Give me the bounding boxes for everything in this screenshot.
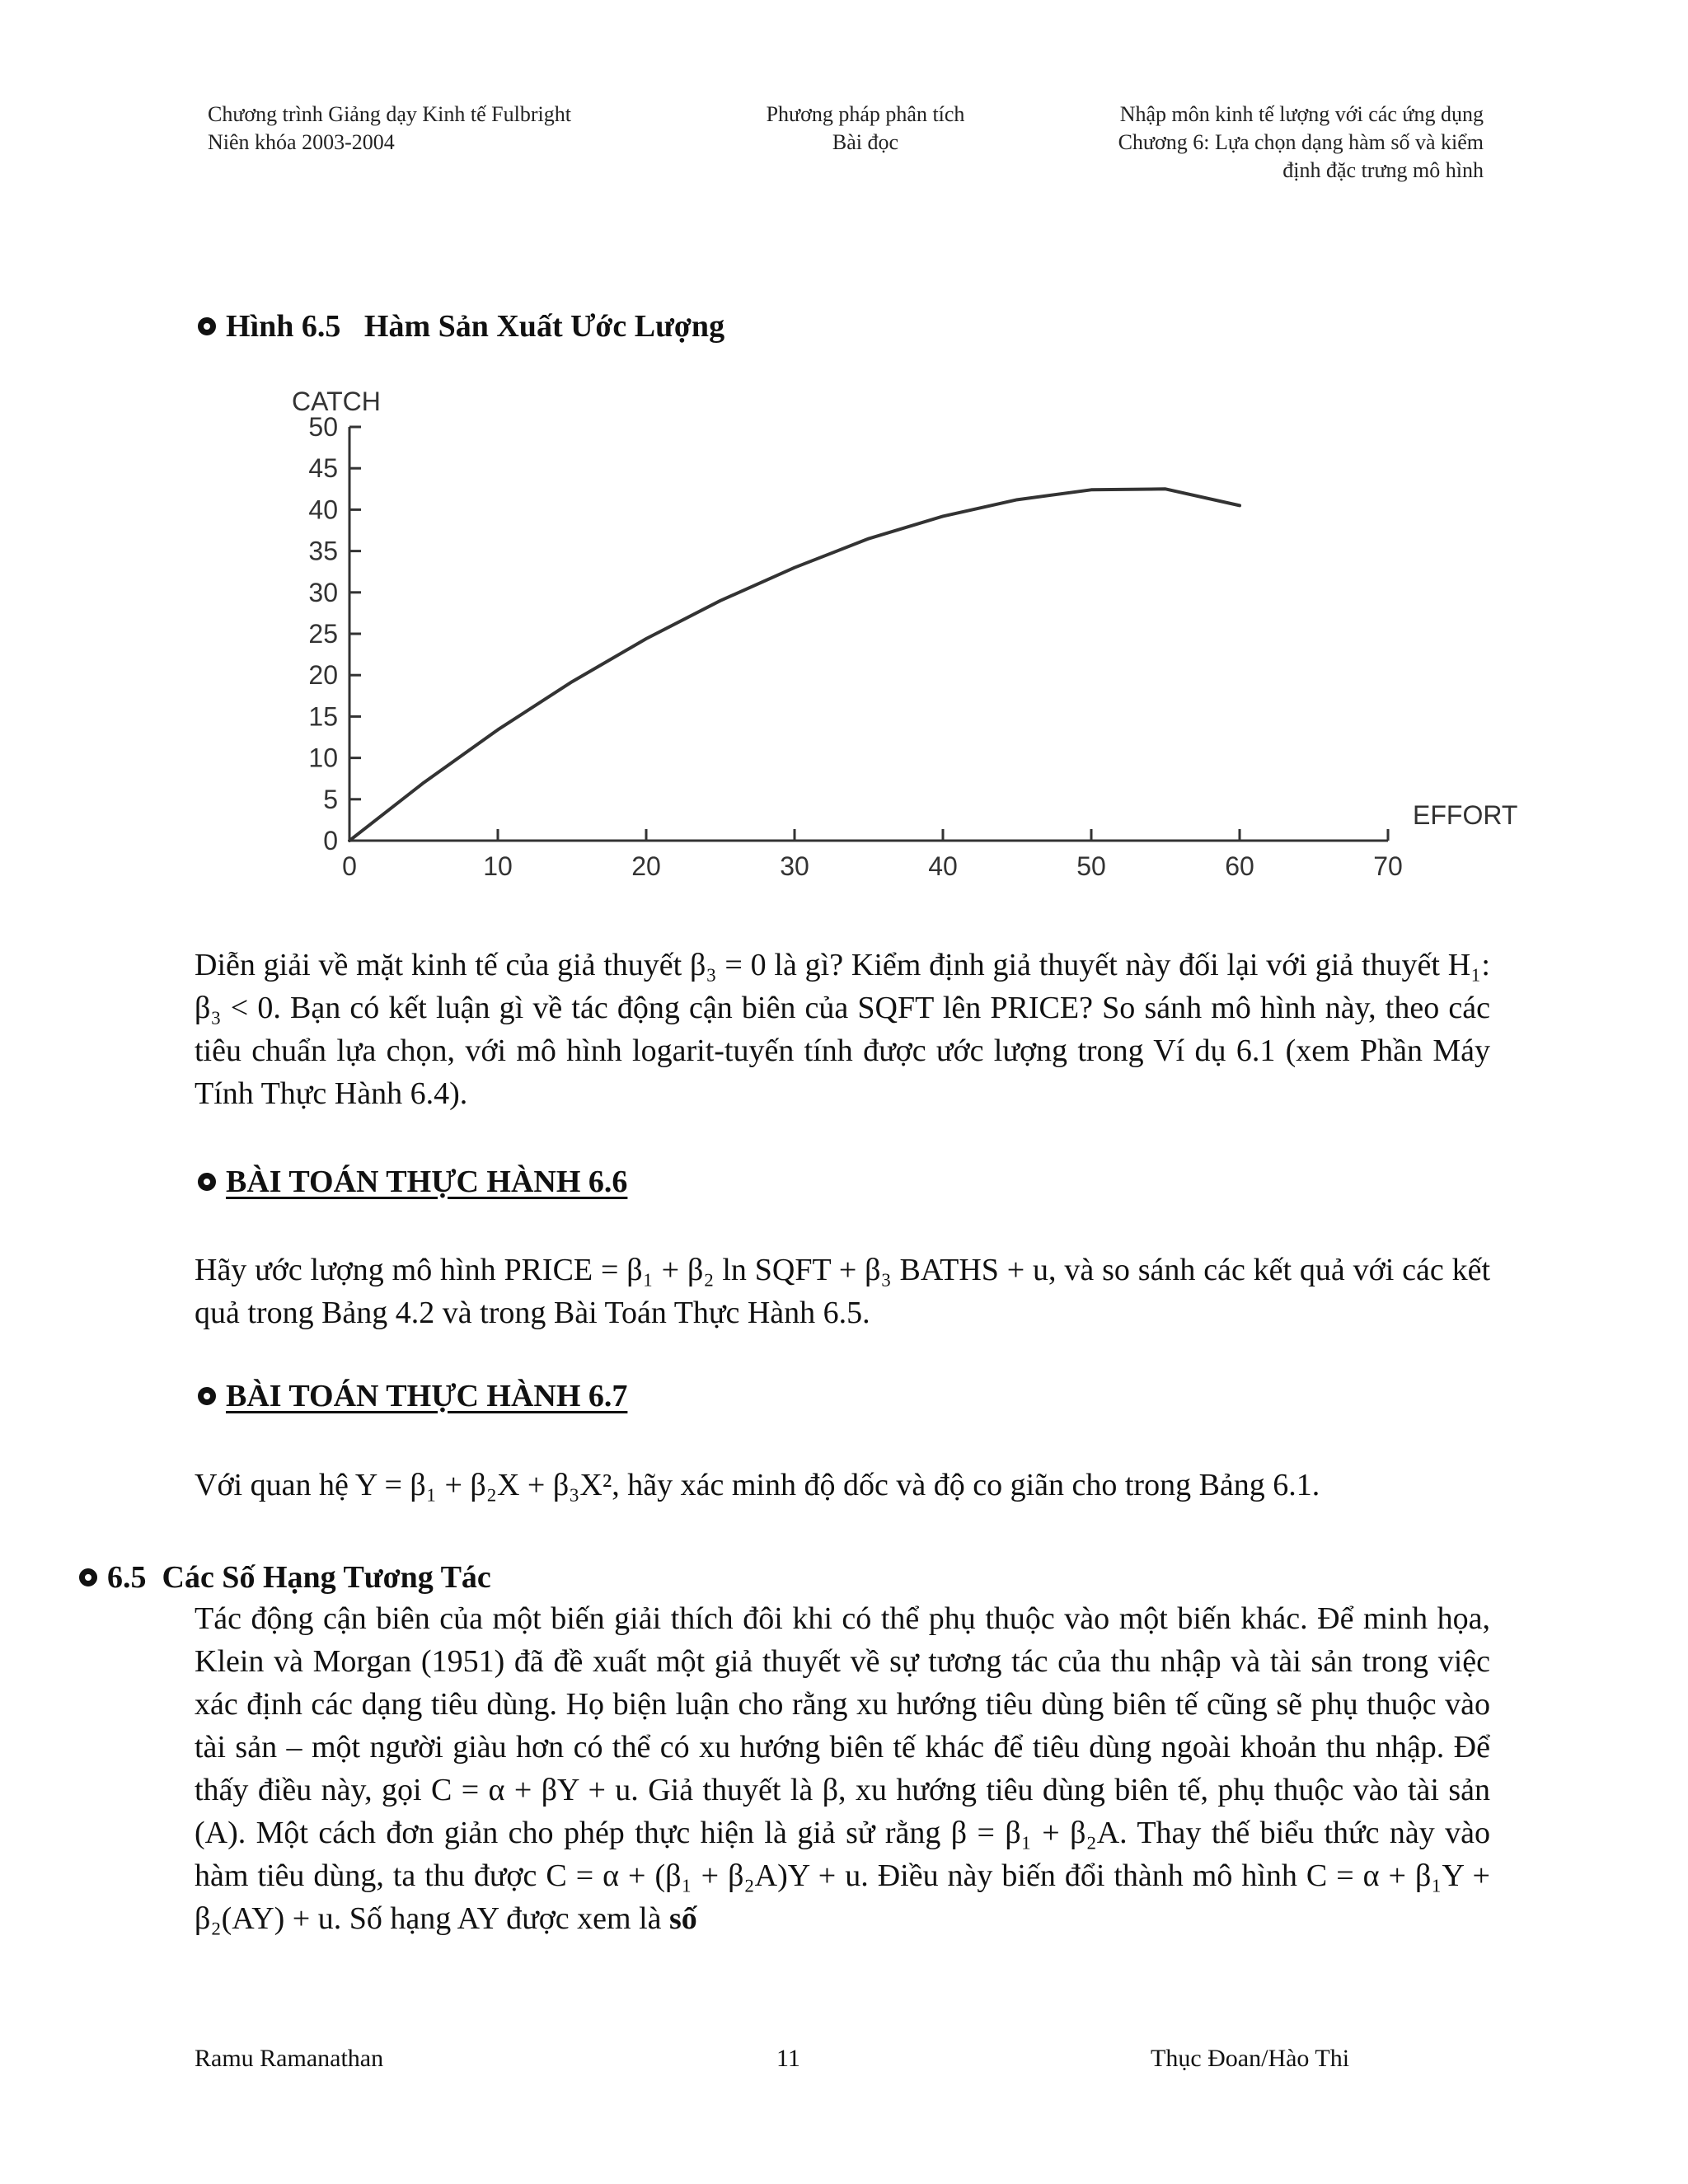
production-curve	[349, 489, 1240, 841]
bullet-icon	[79, 1568, 97, 1586]
x-tick-label: 40	[928, 851, 958, 881]
footer-translators: Thục Đoan/Hào Thi	[1151, 2045, 1350, 2072]
section-6-5-title: 6.5 Các Số Hạng Tương Tác	[107, 1560, 491, 1595]
paragraph-hypothesis-test: Diễn giải về mặt kinh tế của giả thuyết β₃ = 0 là gì? Kiểm định giả thuyết này đối lại với giả thuyết H₁: β₃ < 0. Bạn có kết luận gì về tác động cận biên của SQFT lên PRICE? So sánh mô hình này, theo các tiêu chuẩn lựa chọn, với mô hình logarit-tuyến tính được ước lượng trong Ví dụ 6.1 (xem Phần Máy Tính Thực Hành 6.4).	[195, 948, 1490, 1111]
y-tick-label: 10	[308, 743, 338, 773]
x-axis-label: EFFORT	[1413, 800, 1518, 830]
exercise-6-6-title: BÀI TOÁN THỰC HÀNH 6.6	[226, 1165, 628, 1199]
x-tick-label: 70	[1373, 851, 1403, 881]
header-program: Chương trình Giảng dạy Kinh tế Fulbright	[208, 102, 571, 126]
paragraph-exercise-6-7: Với quan hệ Y = β₁ + β₂X + β₃X², hãy xác minh độ dốc và độ co giãn cho trong Bảng 6.1.	[195, 1468, 1320, 1502]
header-book-title: Nhập môn kinh tế lượng với các ứng dụng	[1119, 102, 1484, 126]
x-tick-label: 50	[1076, 851, 1106, 881]
x-tick-label: 10	[483, 851, 513, 881]
x-tick-label: 30	[780, 851, 809, 881]
y-tick-label: 20	[308, 660, 338, 691]
header-middle	[742, 101, 989, 157]
y-tick-label: 30	[308, 577, 338, 607]
paragraph-interaction-terms	[195, 1597, 1490, 1940]
figure-caption	[198, 307, 724, 346]
footer-page-number: 11	[776, 2045, 800, 2072]
footer-author: Ramu Ramanathan	[195, 2045, 384, 2072]
bullet-icon	[198, 1387, 216, 1405]
figure-caption-text: Hình 6.5 Hàm Sản Xuất Ước Lượng	[226, 309, 725, 344]
exercise-6-7-heading	[198, 1376, 627, 1416]
section-6-5-heading	[79, 1558, 491, 1597]
header-chapter-cont: định đặc trưng mô hình	[1282, 158, 1484, 182]
interaction-terms-text: Tác động cận biên của một biến giải thích đôi khi có thể phụ thuộc vào một biến khác. Để minh họa, Klein và Morgan (1951) đã đề xuất một giả thuyết về sự tương tác của thu nhập và tài sản trong việc xác định các dạng tiêu dùng. Họ biện luận cho rằng xu hướng tiêu dùng biên tế cũng sẽ phụ thuộc vào tài sản – một người giàu hơn có thể có xu hướng biên tế khác để tiêu dùng ngoài khoản thu nhập. Để thấy điều này, gọi C = α + βY + u. Giả thuyết là β, xu hướng tiêu dùng biên tế, phụ thuộc vào tài sản (A). Một cách đơn giản cho phép thực hiện là giả sử rằng β = β₁ + β₂A. Thay thế biểu thức này vào hàm tiêu dùng, ta thu được C = α + (β₁ + β₂A)Y + u. Điều này biến đổi thành mô hình C = α + β₁Y + β₂(AY) + u. Số hạng AY được xem là	[195, 1601, 1490, 1936]
y-tick-label: 0	[323, 826, 338, 855]
y-tick-label: 5	[323, 784, 338, 814]
header-reading: Bài đọc	[832, 130, 899, 154]
header-method: Phương pháp phân tích	[766, 102, 965, 126]
y-tick-label: 35	[308, 536, 338, 566]
production-function-chart	[247, 371, 1518, 898]
exercise-6-7-title: BÀI TOÁN THỰC HÀNH 6.7	[226, 1379, 628, 1413]
header-left	[208, 101, 571, 157]
x-tick-label: 20	[631, 851, 661, 881]
exercise-6-6-heading	[198, 1162, 627, 1202]
header-year: Niên khóa 2003-2004	[208, 130, 395, 154]
interaction-terms-bold: số	[669, 1901, 697, 1936]
header-chapter: Chương 6: Lựa chọn dạng hàm số và kiểm	[1118, 130, 1484, 154]
header-right	[1118, 101, 1484, 185]
chart-axes	[292, 387, 1517, 841]
y-tick-label: 40	[308, 494, 338, 525]
bullet-icon	[198, 1173, 216, 1191]
y-tick-label: 15	[308, 701, 338, 732]
paragraph-exercise-6-6: Hãy ước lượng mô hình PRICE = β₁ + β₂ ln SQFT + β₃ BATHS + u, và so sánh các kết quả với các kết quả trong Bảng 4.2 và trong Bài Toán Thực Hành 6.5.	[195, 1253, 1490, 1330]
x-tick-label: 0	[342, 851, 357, 881]
chart-series	[349, 489, 1240, 841]
y-axis-label: CATCH	[292, 387, 381, 416]
y-tick-label: 25	[308, 619, 338, 649]
x-tick-label: 60	[1225, 851, 1254, 881]
bullet-icon	[198, 317, 216, 335]
y-tick-label: 50	[308, 412, 338, 442]
y-tick-label: 45	[308, 453, 338, 484]
chart-ticks	[308, 412, 1402, 881]
